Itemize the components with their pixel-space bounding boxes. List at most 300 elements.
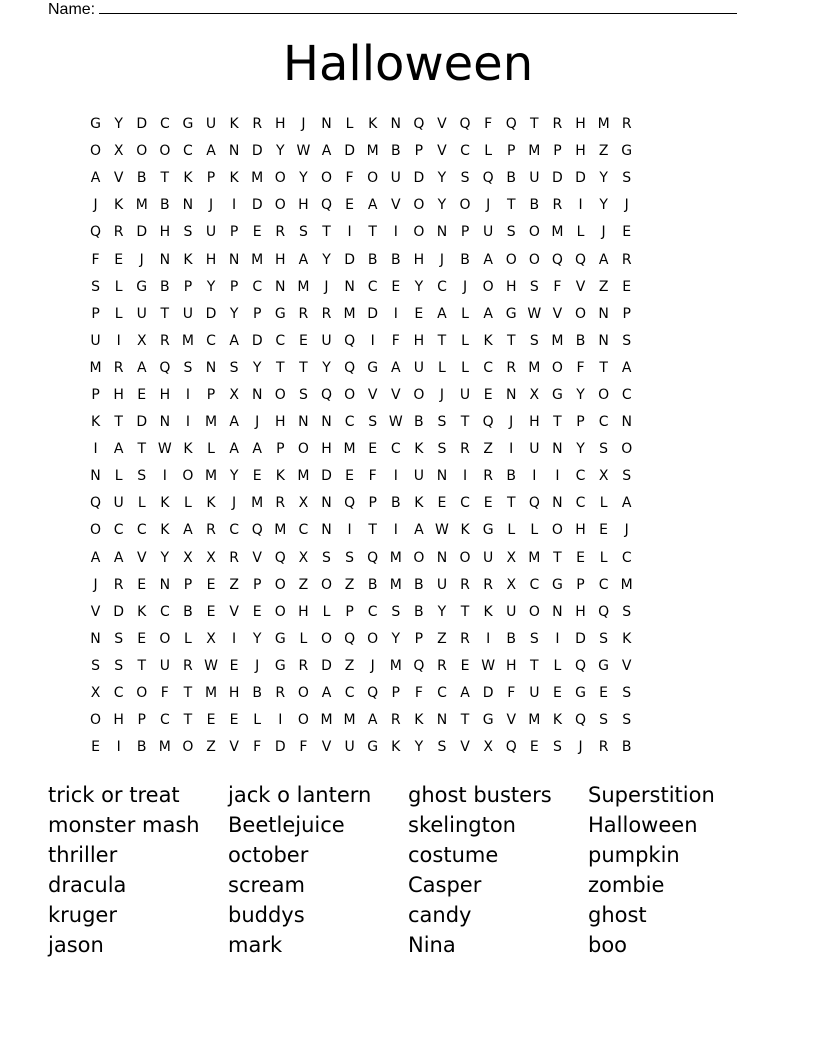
- grid-letter: Q: [320, 386, 332, 403]
- grid-letter: B: [529, 197, 540, 214]
- grid-letter: P: [507, 143, 516, 160]
- grid-letter: F: [414, 685, 423, 702]
- grid-letter: U: [483, 549, 494, 566]
- grid-letter: Z: [344, 657, 355, 674]
- grid-letter: C: [298, 522, 309, 539]
- grid-letter: B: [460, 251, 470, 268]
- grid-letter: H: [228, 685, 240, 702]
- grid-letter: H: [113, 712, 124, 729]
- grid-letter: H: [205, 251, 217, 268]
- grid-letter: D: [205, 305, 217, 322]
- grid-letter: T: [553, 414, 562, 431]
- grid-letter: P: [576, 576, 585, 593]
- grid-letter: I: [555, 468, 560, 485]
- grid-letter: C: [136, 522, 147, 539]
- grid-letter: I: [393, 522, 398, 539]
- letter-grid: [84, 111, 732, 761]
- grid-letter: E: [137, 630, 147, 647]
- grid-letter: X: [206, 549, 216, 566]
- grid-letter: T: [114, 414, 123, 431]
- grid-letter: W: [435, 522, 449, 539]
- grid-letter: G: [505, 305, 517, 322]
- grid-letter: C: [275, 332, 286, 349]
- grid-letter: L: [137, 495, 146, 512]
- grid-letter: U: [205, 116, 217, 133]
- grid-letter: V: [575, 278, 586, 295]
- grid-letter: T: [506, 197, 516, 214]
- grid-letter: M: [551, 332, 564, 349]
- grid-letter: R: [460, 441, 470, 458]
- grid-letter: E: [460, 657, 470, 674]
- grid-letter: P: [252, 576, 262, 593]
- grid-letter: A: [437, 305, 447, 322]
- grid-letter: H: [275, 251, 286, 268]
- grid-letter: J: [93, 576, 98, 593]
- grid-letter: S: [622, 332, 632, 349]
- grid-letter: D: [136, 116, 148, 133]
- grid-letter: N: [436, 712, 448, 729]
- word-list-item: jason: [48, 933, 104, 957]
- grid-letter: K: [229, 116, 239, 133]
- grid-letter: N: [321, 414, 332, 431]
- grid-letter: M: [620, 576, 633, 593]
- grid-letter: T: [530, 116, 539, 133]
- grid-row: [84, 219, 732, 246]
- grid-letter: O: [159, 630, 171, 647]
- word-list-item: ghost busters: [408, 783, 552, 807]
- word-list-item: pumpkin: [588, 843, 680, 867]
- word-list-item: Casper: [408, 873, 482, 897]
- grid-letter: V: [229, 603, 239, 620]
- grid-letter: J: [486, 197, 491, 214]
- grid-letter: K: [414, 712, 424, 729]
- grid-letter: S: [345, 549, 355, 566]
- grid-letter: O: [159, 143, 171, 160]
- grid-letter: J: [139, 251, 144, 268]
- grid-letter: X: [90, 685, 101, 702]
- grid-letter: E: [368, 441, 378, 458]
- grid-letter: R: [598, 739, 609, 756]
- grid-letter: F: [391, 332, 400, 349]
- grid-letter: B: [183, 603, 193, 620]
- grid-letter: M: [366, 143, 379, 160]
- grid-letter: K: [622, 630, 632, 647]
- grid-row: [84, 599, 732, 626]
- grid-letter: Q: [482, 170, 494, 187]
- grid-letter: V: [229, 739, 239, 756]
- grid-row: [84, 409, 732, 436]
- word-list-item: candy: [408, 903, 472, 927]
- grid-letter: N: [505, 386, 517, 403]
- grid-letter: T: [506, 495, 516, 512]
- grid-letter: C: [460, 495, 470, 512]
- grid-letter: J: [301, 116, 306, 133]
- grid-letter: F: [345, 170, 354, 187]
- grid-letter: H: [529, 414, 540, 431]
- grid-letter: L: [438, 359, 446, 376]
- grid-letter: G: [367, 739, 379, 756]
- grid-letter: O: [367, 170, 379, 187]
- grid-letter: L: [207, 441, 215, 458]
- grid-letter: R: [183, 657, 193, 674]
- grid-letter: U: [413, 468, 424, 485]
- grid-letter: B: [506, 170, 517, 187]
- grid-letter: S: [529, 278, 539, 295]
- grid-letter: T: [460, 414, 470, 431]
- grid-letter: I: [232, 197, 237, 214]
- grid-letter: S: [137, 468, 147, 485]
- grid-letter: C: [598, 414, 609, 431]
- grid-letter: I: [185, 414, 190, 431]
- grid-letter: K: [483, 603, 493, 620]
- grid-letter: P: [183, 278, 193, 295]
- grid-letter: A: [367, 197, 378, 214]
- grid-letter: S: [368, 414, 378, 431]
- grid-letter: E: [252, 224, 262, 241]
- grid-letter: V: [390, 386, 401, 403]
- grid-letter: Y: [322, 359, 331, 376]
- grid-letter: I: [93, 441, 98, 458]
- grid-letter: O: [344, 386, 356, 403]
- grid-letter: A: [298, 251, 309, 268]
- grid-letter: S: [622, 170, 632, 187]
- grid-letter: C: [575, 495, 586, 512]
- grid-letter: G: [182, 116, 194, 133]
- grid-letter: I: [486, 630, 491, 647]
- grid-letter: N: [90, 630, 101, 647]
- grid-letter: A: [483, 251, 493, 268]
- grid-letter: I: [116, 739, 121, 756]
- grid-letter: D: [482, 685, 494, 702]
- grid-letter: M: [389, 549, 402, 566]
- grid-letter: I: [116, 332, 121, 349]
- word-list-item: costume: [408, 843, 499, 867]
- word-list-item: ghost: [588, 903, 647, 927]
- grid-letter: E: [137, 386, 147, 403]
- grid-letter: X: [506, 576, 517, 593]
- grid-letter: K: [414, 495, 424, 512]
- grid-row: [84, 463, 732, 490]
- name-blank-line[interactable]: [99, 0, 737, 14]
- grid-letter: S: [599, 441, 609, 458]
- grid-letter: V: [506, 712, 517, 729]
- grid-letter: M: [528, 549, 541, 566]
- grid-letter: U: [90, 332, 101, 349]
- grid-letter: K: [183, 170, 193, 187]
- word-list-item: Superstition: [588, 783, 715, 807]
- grid-letter: O: [274, 386, 286, 403]
- grid-letter: S: [599, 630, 609, 647]
- grid-letter: Y: [114, 116, 123, 133]
- grid-letter: N: [275, 278, 286, 295]
- grid-letter: S: [114, 657, 124, 674]
- grid-letter: B: [390, 495, 401, 512]
- grid-letter: U: [182, 305, 194, 322]
- grid-letter: Y: [252, 359, 262, 376]
- grid-letter: Q: [90, 224, 102, 241]
- grid-letter: N: [228, 143, 240, 160]
- grid-letter: Y: [391, 630, 401, 647]
- grid-letter: R: [206, 522, 216, 539]
- grid-letter: L: [299, 630, 308, 647]
- grid-letter: C: [460, 143, 470, 160]
- grid-letter: N: [598, 332, 609, 349]
- grid-letter: E: [599, 522, 609, 539]
- grid-letter: R: [275, 495, 286, 512]
- grid-row: [84, 436, 732, 463]
- grid-letter: B: [367, 576, 378, 593]
- grid-letter: E: [483, 495, 493, 512]
- grid-row: [84, 545, 732, 572]
- grid-letter: U: [529, 441, 540, 458]
- grid-letter: G: [551, 386, 563, 403]
- grid-letter: Q: [320, 197, 332, 214]
- grid-letter: P: [229, 224, 239, 241]
- grid-letter: C: [159, 712, 170, 729]
- grid-letter: G: [482, 712, 494, 729]
- grid-letter: F: [299, 739, 308, 756]
- grid-letter: I: [578, 197, 583, 214]
- grid-letter: V: [321, 739, 332, 756]
- grid-letter: O: [274, 170, 286, 187]
- grid-letter: A: [460, 685, 470, 702]
- grid-letter: A: [621, 359, 632, 376]
- grid-letter: T: [368, 522, 377, 539]
- grid-letter: P: [391, 685, 400, 702]
- grid-letter: D: [321, 468, 332, 485]
- grid-letter: D: [344, 143, 355, 160]
- grid-letter: K: [460, 522, 470, 539]
- grid-row: [84, 301, 732, 328]
- grid-letter: C: [529, 576, 540, 593]
- grid-letter: Q: [528, 495, 540, 512]
- grid-letter: Q: [344, 630, 356, 647]
- grid-letter: O: [551, 522, 563, 539]
- grid-letter: P: [276, 441, 285, 458]
- grid-letter: H: [505, 278, 517, 295]
- grid-letter: J: [208, 197, 214, 214]
- grid-letter: M: [251, 495, 264, 512]
- grid-letter: T: [506, 332, 516, 349]
- grid-letter: V: [437, 116, 447, 133]
- grid-letter: H: [298, 603, 309, 620]
- grid-letter: U: [506, 603, 517, 620]
- word-list-item: monster mash: [48, 813, 200, 837]
- grid-letter: O: [274, 603, 286, 620]
- grid-letter: P: [137, 712, 146, 729]
- grid-row: [84, 165, 732, 192]
- grid-letter: R: [390, 712, 401, 729]
- grid-letter: Q: [159, 359, 171, 376]
- grid-letter: D: [344, 251, 355, 268]
- grid-letter: O: [413, 386, 425, 403]
- grid-letter: U: [483, 224, 494, 241]
- grid-letter: O: [413, 197, 425, 214]
- grid-letter: M: [135, 197, 148, 214]
- grid-letter: F: [507, 685, 516, 702]
- grid-letter: L: [530, 522, 539, 539]
- grid-letter: N: [390, 116, 401, 133]
- grid-letter: R: [483, 468, 493, 485]
- grid-row: [84, 680, 732, 707]
- grid-letter: T: [599, 359, 608, 376]
- grid-letter: C: [367, 278, 378, 295]
- grid-letter: X: [298, 549, 309, 566]
- grid-letter: L: [253, 712, 262, 729]
- grid-letter: Y: [599, 197, 608, 214]
- grid-letter: S: [91, 657, 100, 674]
- grid-letter: N: [598, 305, 609, 322]
- grid-letter: C: [621, 549, 632, 566]
- grid-letter: N: [228, 251, 240, 268]
- grid-letter: Y: [299, 170, 308, 187]
- word-list-item: buddys: [228, 903, 305, 927]
- grid-letter: T: [137, 657, 147, 674]
- word-list-item: Nina: [408, 933, 456, 957]
- grid-row: [84, 707, 732, 734]
- grid-letter: X: [483, 739, 493, 756]
- grid-letter: I: [509, 441, 514, 458]
- grid-letter: S: [114, 630, 124, 647]
- grid-letter: Z: [437, 630, 447, 647]
- grid-letter: U: [436, 576, 448, 593]
- grid-letter: G: [274, 305, 286, 322]
- grid-letter: M: [204, 468, 218, 485]
- grid-letter: H: [321, 441, 332, 458]
- grid-letter: R: [275, 224, 286, 241]
- grid-letter: N: [182, 197, 194, 214]
- grid-letter: F: [368, 468, 377, 485]
- grid-letter: E: [345, 197, 354, 214]
- grid-letter: G: [90, 116, 101, 133]
- grid-letter: T: [137, 441, 147, 458]
- grid-row: [84, 517, 732, 544]
- grid-letter: I: [393, 305, 398, 322]
- grid-letter: R: [298, 657, 309, 674]
- grid-letter: P: [206, 170, 216, 187]
- grid-letter: Q: [413, 657, 425, 674]
- grid-letter: K: [391, 739, 401, 756]
- grid-letter: P: [414, 143, 424, 160]
- word-list-item: dracula: [48, 873, 127, 897]
- grid-letter: Q: [551, 251, 563, 268]
- grid-row: [84, 626, 732, 653]
- grid-letter: S: [599, 712, 609, 729]
- grid-letter: B: [367, 251, 378, 268]
- grid-letter: D: [251, 143, 263, 160]
- grid-letter: M: [528, 359, 541, 376]
- grid-letter: I: [462, 468, 468, 485]
- grid-letter: L: [576, 224, 585, 241]
- grid-letter: P: [91, 386, 100, 403]
- grid-letter: D: [136, 414, 148, 431]
- grid-letter: K: [483, 332, 493, 349]
- grid-letter: F: [553, 278, 562, 295]
- grid-letter: O: [136, 685, 148, 702]
- grid-letter: B: [390, 251, 401, 268]
- grid-letter: L: [114, 278, 123, 295]
- grid-letter: I: [393, 224, 398, 241]
- grid-letter: B: [414, 603, 424, 620]
- grid-letter: R: [460, 576, 470, 593]
- grid-letter: R: [437, 657, 447, 674]
- grid-letter: E: [252, 603, 262, 620]
- grid-letter: O: [136, 143, 148, 160]
- grid-letter: A: [229, 332, 239, 349]
- grid-letter: B: [575, 332, 586, 349]
- grid-row: [84, 192, 732, 219]
- grid-letter: Y: [252, 630, 262, 647]
- grid-letter: A: [321, 685, 332, 702]
- grid-letter: V: [552, 305, 563, 322]
- grid-letter: N: [159, 576, 171, 593]
- grid-letter: A: [229, 441, 239, 458]
- grid-letter: Z: [483, 441, 493, 458]
- grid-letter: O: [459, 197, 471, 214]
- grid-letter: E: [414, 305, 424, 322]
- grid-letter: M: [89, 359, 102, 376]
- grid-letter: S: [183, 224, 193, 241]
- grid-letter: L: [184, 630, 192, 647]
- grid-letter: O: [598, 386, 610, 403]
- grid-letter: G: [598, 657, 610, 674]
- grid-letter: X: [529, 386, 540, 403]
- grid-letter: T: [460, 712, 470, 729]
- grid-letter: M: [597, 116, 610, 133]
- grid-letter: E: [114, 251, 124, 268]
- grid-letter: Q: [344, 495, 356, 512]
- grid-letter: X: [183, 549, 193, 566]
- grid-letter: E: [229, 657, 239, 674]
- grid-letter: M: [551, 224, 564, 241]
- grid-letter: N: [552, 603, 563, 620]
- grid-letter: A: [621, 495, 632, 512]
- grid-letter: Z: [598, 278, 609, 295]
- grid-letter: V: [113, 170, 124, 187]
- name-line: [48, 0, 737, 20]
- grid-letter: M: [204, 685, 218, 702]
- grid-letter: Y: [599, 170, 608, 187]
- grid-letter: Z: [598, 143, 609, 160]
- word-list-item: zombie: [588, 873, 665, 897]
- grid-letter: Y: [322, 251, 331, 268]
- grid-letter: E: [622, 224, 632, 241]
- grid-letter: D: [367, 305, 379, 322]
- grid-row: [84, 111, 732, 138]
- grid-letter: Q: [344, 332, 356, 349]
- grid-letter: O: [459, 549, 471, 566]
- grid-letter: O: [482, 278, 494, 295]
- grid-letter: V: [252, 549, 262, 566]
- grid-letter: X: [298, 495, 309, 512]
- grid-letter: Q: [598, 603, 610, 620]
- grid-letter: C: [252, 278, 263, 295]
- grid-row: [84, 653, 732, 680]
- grid-letter: P: [368, 495, 377, 512]
- grid-letter: X: [136, 332, 147, 349]
- grid-letter: Q: [274, 549, 286, 566]
- grid-letter: C: [229, 522, 239, 539]
- grid-letter: P: [91, 305, 100, 322]
- grid-letter: O: [182, 739, 194, 756]
- grid-letter: G: [367, 359, 379, 376]
- grid-letter: E: [576, 549, 585, 566]
- grid-letter: C: [483, 359, 494, 376]
- grid-letter: B: [414, 576, 424, 593]
- grid-row: [84, 490, 732, 517]
- grid-letter: D: [575, 630, 586, 647]
- grid-letter: Y: [437, 603, 447, 620]
